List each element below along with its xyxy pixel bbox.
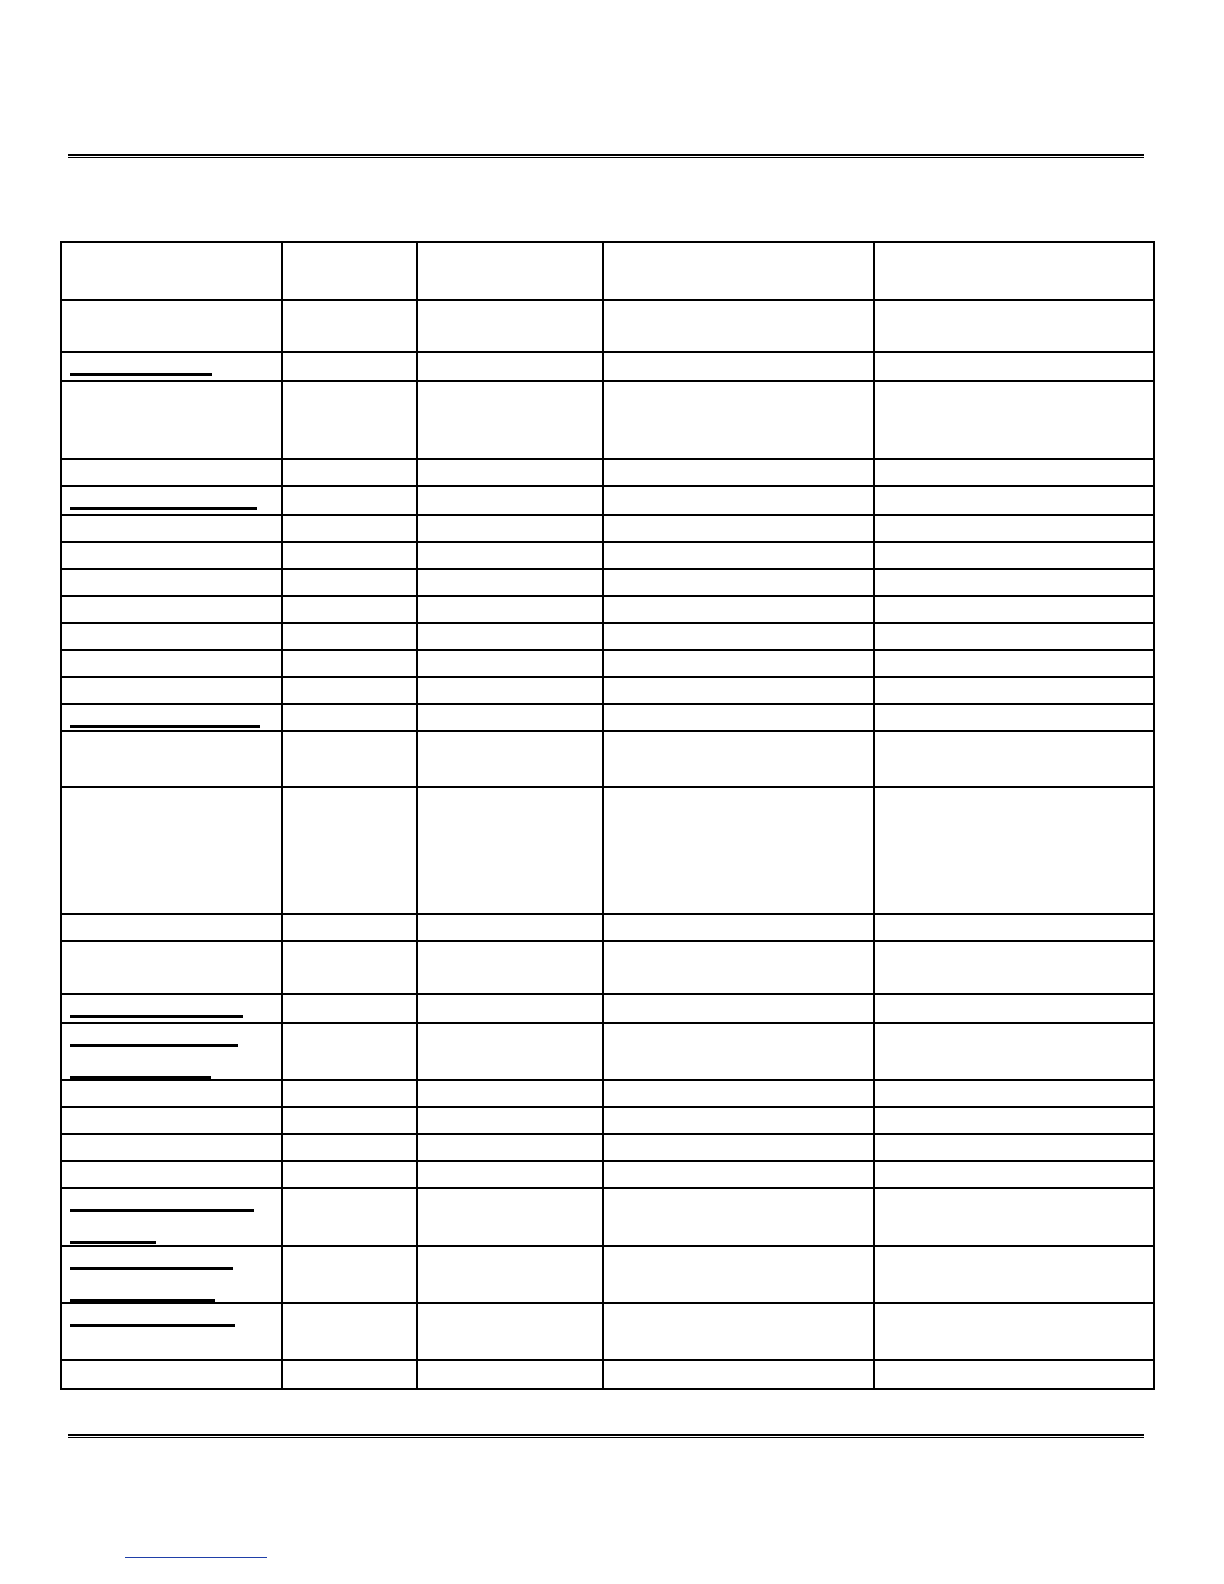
table-row: [61, 704, 1154, 731]
table-cell: [603, 941, 874, 994]
table-cell: [603, 914, 874, 941]
row-label-cell: [61, 704, 282, 731]
table-cell: [603, 650, 874, 677]
table-cell: [874, 994, 1154, 1023]
column-header: [603, 242, 874, 300]
fill-in-line[interactable]: [70, 507, 257, 510]
table-row: [61, 1360, 1154, 1389]
table-cell: [282, 515, 417, 542]
table-cell: [874, 731, 1154, 787]
table-cell: [874, 515, 1154, 542]
table-cell: [603, 300, 874, 352]
table-cell: [417, 704, 603, 731]
table-cell: [417, 352, 603, 381]
table-cell: [417, 994, 603, 1023]
table-cell: [282, 1107, 417, 1134]
table-cell: [282, 352, 417, 381]
table-cell: [417, 1134, 603, 1161]
table-cell: [874, 623, 1154, 650]
table-cell: [603, 1303, 874, 1360]
table-cell: [282, 1080, 417, 1107]
table-header-row: [61, 242, 1154, 300]
fill-in-line[interactable]: [70, 1241, 156, 1244]
table-cell: [417, 300, 603, 352]
table-cell: [603, 542, 874, 569]
row-label-cell: [61, 1080, 282, 1107]
row-label-cell: [61, 381, 282, 459]
table-cell: [417, 486, 603, 515]
fill-in-line[interactable]: [70, 373, 212, 376]
table-cell: [282, 1023, 417, 1080]
row-label-cell: [61, 1360, 282, 1389]
table-cell: [417, 623, 603, 650]
header-double-rule: [68, 154, 1144, 158]
table-cell: [603, 1360, 874, 1389]
table-cell: [603, 515, 874, 542]
table-cell: [874, 1303, 1154, 1360]
table-cell: [603, 677, 874, 704]
table-cell: [417, 677, 603, 704]
table-row: [61, 677, 1154, 704]
table-cell: [874, 1134, 1154, 1161]
table-cell: [417, 1188, 603, 1246]
table-cell: [874, 1246, 1154, 1303]
table-cell: [874, 787, 1154, 914]
row-label-cell: [61, 994, 282, 1023]
table-cell: [282, 623, 417, 650]
footer-link[interactable]: [125, 1557, 267, 1558]
table-row: [61, 1161, 1154, 1188]
row-label-cell: [61, 300, 282, 352]
table-cell: [417, 914, 603, 941]
table-row: [61, 1246, 1154, 1303]
table-row: [61, 1107, 1154, 1134]
table-cell: [874, 542, 1154, 569]
table-cell: [282, 1360, 417, 1389]
table-cell: [603, 1134, 874, 1161]
table-cell: [417, 941, 603, 994]
table-cell: [282, 486, 417, 515]
row-label-cell: [61, 352, 282, 381]
table-cell: [282, 596, 417, 623]
table-cell: [874, 1188, 1154, 1246]
table-row: [61, 623, 1154, 650]
row-label-cell: [61, 731, 282, 787]
table-cell: [874, 650, 1154, 677]
table-cell: [417, 381, 603, 459]
table-cell: [874, 300, 1154, 352]
row-label-cell: [61, 1188, 282, 1246]
table-row: [61, 914, 1154, 941]
table-row: [61, 596, 1154, 623]
table-cell: [603, 1188, 874, 1246]
table-row: [61, 1188, 1154, 1246]
row-label-cell: [61, 623, 282, 650]
column-header: [874, 242, 1154, 300]
table-cell: [603, 731, 874, 787]
table-cell: [282, 1188, 417, 1246]
row-label-cell: [61, 941, 282, 994]
table-cell: [282, 1303, 417, 1360]
table-cell: [603, 1080, 874, 1107]
table-row: [61, 515, 1154, 542]
footer-double-rule: [68, 1434, 1144, 1438]
row-label-cell: [61, 515, 282, 542]
row-label-cell: [61, 569, 282, 596]
table-cell: [417, 1246, 603, 1303]
table-cell: [417, 1023, 603, 1080]
table-row: [61, 381, 1154, 459]
row-label-cell: [61, 650, 282, 677]
table-cell: [874, 941, 1154, 994]
table-row: [61, 731, 1154, 787]
table-cell: [282, 994, 417, 1023]
row-label-cell: [61, 1107, 282, 1134]
table-row: [61, 1080, 1154, 1107]
table-cell: [874, 914, 1154, 941]
table-row: [61, 1023, 1154, 1080]
table-cell: [874, 486, 1154, 515]
table-cell: [603, 459, 874, 486]
table-row: [61, 542, 1154, 569]
row-label-cell: [61, 1161, 282, 1188]
table-row: [61, 650, 1154, 677]
table-cell: [603, 1161, 874, 1188]
table-cell: [874, 1023, 1154, 1080]
form-table-body: [61, 242, 1154, 1389]
row-label-cell: [61, 596, 282, 623]
table-cell: [603, 1023, 874, 1080]
row-label-cell: [61, 787, 282, 914]
table-cell: [603, 596, 874, 623]
table-cell: [282, 569, 417, 596]
table-cell: [417, 515, 603, 542]
fill-in-line[interactable]: [70, 1044, 238, 1047]
table-cell: [282, 381, 417, 459]
table-row: [61, 486, 1154, 515]
table-cell: [417, 1161, 603, 1188]
table-cell: [417, 787, 603, 914]
table-cell: [417, 569, 603, 596]
table-row: [61, 352, 1154, 381]
table-cell: [282, 704, 417, 731]
row-label-cell: [61, 914, 282, 941]
table-row: [61, 787, 1154, 914]
table-cell: [603, 352, 874, 381]
table-cell: [417, 1107, 603, 1134]
table-cell: [874, 596, 1154, 623]
fill-in-line[interactable]: [70, 1267, 233, 1270]
table-cell: [282, 650, 417, 677]
table-cell: [417, 542, 603, 569]
row-label-cell: [61, 677, 282, 704]
table-row: [61, 459, 1154, 486]
table-cell: [417, 731, 603, 787]
row-label-cell: [61, 542, 282, 569]
table-cell: [282, 914, 417, 941]
table-cell: [603, 1107, 874, 1134]
table-cell: [282, 677, 417, 704]
table-cell: [874, 1107, 1154, 1134]
row-label-cell: [61, 1303, 282, 1360]
table-cell: [282, 542, 417, 569]
table-cell: [282, 1246, 417, 1303]
table-cell: [603, 569, 874, 596]
table-cell: [603, 704, 874, 731]
table-cell: [282, 300, 417, 352]
table-cell: [282, 731, 417, 787]
table-cell: [874, 677, 1154, 704]
table-cell: [874, 1161, 1154, 1188]
column-header: [61, 242, 282, 300]
table-row: [61, 300, 1154, 352]
table-cell: [417, 650, 603, 677]
table-row: [61, 941, 1154, 994]
form-table: [60, 241, 1155, 1390]
fill-in-line[interactable]: [70, 1324, 235, 1327]
table-cell: [603, 1246, 874, 1303]
table-cell: [874, 1080, 1154, 1107]
table-cell: [603, 623, 874, 650]
table-cell: [282, 941, 417, 994]
table-row: [61, 1134, 1154, 1161]
table-cell: [282, 1161, 417, 1188]
table-cell: [874, 1360, 1154, 1389]
table-cell: [874, 569, 1154, 596]
table-cell: [603, 381, 874, 459]
table-cell: [603, 486, 874, 515]
table-cell: [282, 459, 417, 486]
row-label-cell: [61, 459, 282, 486]
table-cell: [417, 1303, 603, 1360]
table-cell: [417, 459, 603, 486]
table-cell: [603, 787, 874, 914]
fill-in-line[interactable]: [70, 1299, 215, 1302]
table-cell: [874, 704, 1154, 731]
fill-in-line[interactable]: [70, 1076, 211, 1079]
table-cell: [282, 787, 417, 914]
fill-in-line[interactable]: [70, 1015, 243, 1018]
row-label-cell: [61, 1023, 282, 1080]
table-cell: [603, 994, 874, 1023]
table-cell: [874, 459, 1154, 486]
table-cell: [282, 1134, 417, 1161]
table-row: [61, 994, 1154, 1023]
row-label-cell: [61, 1246, 282, 1303]
fill-in-line[interactable]: [70, 725, 260, 728]
table-cell: [417, 596, 603, 623]
table-row: [61, 569, 1154, 596]
table-cell: [417, 1360, 603, 1389]
table-cell: [874, 381, 1154, 459]
row-label-cell: [61, 486, 282, 515]
table-cell: [417, 1080, 603, 1107]
table-row: [61, 1303, 1154, 1360]
fill-in-line[interactable]: [70, 1209, 254, 1212]
column-header: [282, 242, 417, 300]
table-cell: [874, 352, 1154, 381]
column-header: [417, 242, 603, 300]
row-label-cell: [61, 1134, 282, 1161]
